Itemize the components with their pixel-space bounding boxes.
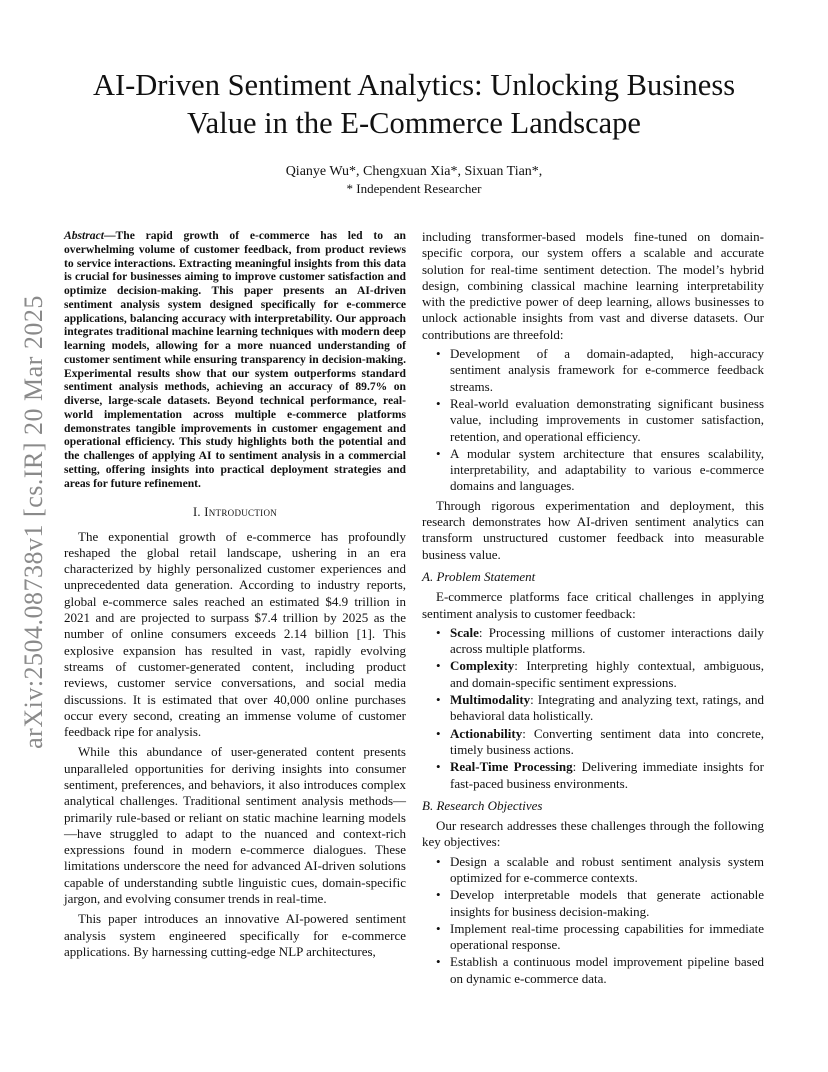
subsection-heading-problem-statement: A. Problem Statement (422, 568, 536, 584)
contributions-list (422, 346, 764, 495)
problem-intro: E-commerce platforms face critical challenges in applying sentiment analysis to customer feedback: (422, 589, 764, 621)
intro-paragraph-1: The exponential growth of e-commerce has profoundly reshaped the global retail landscape, ushering in an era characterized by highly personalized customer experiences and unprecedented data generation. According to industry reports, global e-commerce sales reached an estimated $4.9 trillion in 2021 and are projected to surpass $7.4 trillion by 2025 as the number of online consumers exceeds 2.14 billion [1]. This explosive expansion has resulted in vast, rapidly evolving streams of customer-generated content, including product reviews, customer service conversations, and social media discussions. It is estimated that over 40,000 online purchases occur every second, creating an immense volume of customer feedback ripe for analysis. (64, 528, 406, 740)
abstract (64, 229, 406, 490)
title-line-2: Value in the E-Commerce Landscape (187, 106, 641, 140)
list-item: • Design a scalable and robust sentiment analysis system optimized for e-commerce contexts. (450, 854, 764, 887)
list-item: • Actionability: Converting sentiment data into concrete, timely business actions. (450, 726, 764, 759)
arxiv-identifier: arXiv:2504.08738v1 [cs.IR] 20 Mar 2025 (19, 295, 48, 749)
list-item: • A modular system architecture that ensures scalability, interpretability, and adaptability to various e-commerce domains and languages. (450, 446, 764, 495)
list-item: • Complexity: Interpreting highly contextual, ambiguous, and domain-specific sentiment expressions. (450, 658, 764, 691)
list-item: • Development of a domain-adapted, high-accuracy sentiment analysis framework for e-commerce feedback streams. (450, 346, 764, 395)
intro-paragraph-3: This paper introduces an innovative AI-powered sentiment analysis system engineered specifically for e-commerce applications. By harnessing cutting-edge NLP architectures, (64, 911, 406, 959)
title-line-1: AI-Driven Sentiment Analytics: Unlocking Business (92, 68, 736, 102)
intro-paragraph-2: While this abundance of user-generated content presents unparalleled opportunities for deriving insights into consumer sentiment, preferences, and behaviors, it also introduces complex analytical challenges. Traditional sentiment analysis methods—primarily rule-based or reliant on static machine learning models—have struggled to adapt to the nuanced and context-rich expressions found in modern e-commerce dialogues. These limitations underscore the need for advanced AI-driven solutions capable of understanding subtle linguistic cues, domain-specific jargon, and evolving consumer trends in real-time. (64, 744, 406, 907)
objectives-intro: Our research addresses these challenges through the following key objectives: (422, 818, 764, 850)
objectives-list (422, 854, 764, 987)
list-item: • Develop interpretable models that generate actionable insights for business decision-making. (450, 887, 764, 920)
right-column (422, 229, 764, 990)
intro-paragraph-continued: including transformer-based models fine-tuned on domain-specific corpora, our system offers a scalable and accurate solution for real-time sentiment detection. The model’s hybrid design, combining classical machine learning interpretability with the predictive power of deep learning, allows businesses to unlock actionable insights from vast and diverse datasets. Our contributions are threefold: (422, 229, 764, 342)
challenges-list (422, 625, 764, 792)
left-column (64, 229, 406, 960)
section-heading-introduction: I. Introduction (192, 505, 278, 520)
subsection-heading-research-objectives: B. Research Objectives (422, 797, 543, 813)
list-item: • Implement real-time processing capabilities for immediate operational response. (450, 921, 764, 954)
paper-title (40, 66, 788, 142)
list-item: • Establish a continuous model improvement pipeline based on dynamic e-commerce data. (450, 954, 764, 987)
list-item: • Real-Time Processing: Delivering immediate insights for fast-paced business environments. (450, 759, 764, 792)
intro-paragraph-4: Through rigorous experimentation and deployment, this research demonstrates how AI-driven sentiment analytics can transform unstructured customer feedback into measurable business value. (422, 497, 764, 562)
list-item: • Multimodality: Integrating and analyzing text, ratings, and behavioral data holistically. (450, 692, 764, 725)
abstract-label: Abstract (64, 229, 104, 242)
list-item: • Scale: Processing millions of customer interactions daily across multiple platforms. (450, 625, 764, 658)
abstract-text: —The rapid growth of e-commerce has led to an overwhelming volume of customer feedback, from product reviews to service interactions. Extracting meaningful insights from this data is crucial for businesses aiming to improve customer satisfaction and optimize decision-making. This paper presents an AI-driven sentiment analysis system designed specifically for e-commerce applications, balancing accuracy with interpretability. Our approach integrates traditional machine learning techniques with modern deep learning models, allowing for a more nuanced understanding of customer sentiment while ensuring transparency in decision-making. Experimental results show that our system outperforms standard sentiment analysis methods, achieving an accuracy of 89.7% on diverse, large-scale datasets. Beyond technical performance, real-world implementation across multiple e-commerce platforms demonstrates tangible improvements in customer engagement and operational efficiency. This study highlights both the potential and the challenges of applying AI to sentiment analysis in a commercial setting, offering insights into practical deployment strategies and areas for future refinement. (64, 229, 406, 490)
list-item: • Real-world evaluation demonstrating significant business value, including improvements in customer satisfaction, retention, and operational efficiency. (450, 396, 764, 445)
affiliation: * Independent Researcher (346, 181, 482, 196)
author-list: Qianye Wu*, Chengxuan Xia*, Sixuan Tian*, (285, 164, 543, 179)
